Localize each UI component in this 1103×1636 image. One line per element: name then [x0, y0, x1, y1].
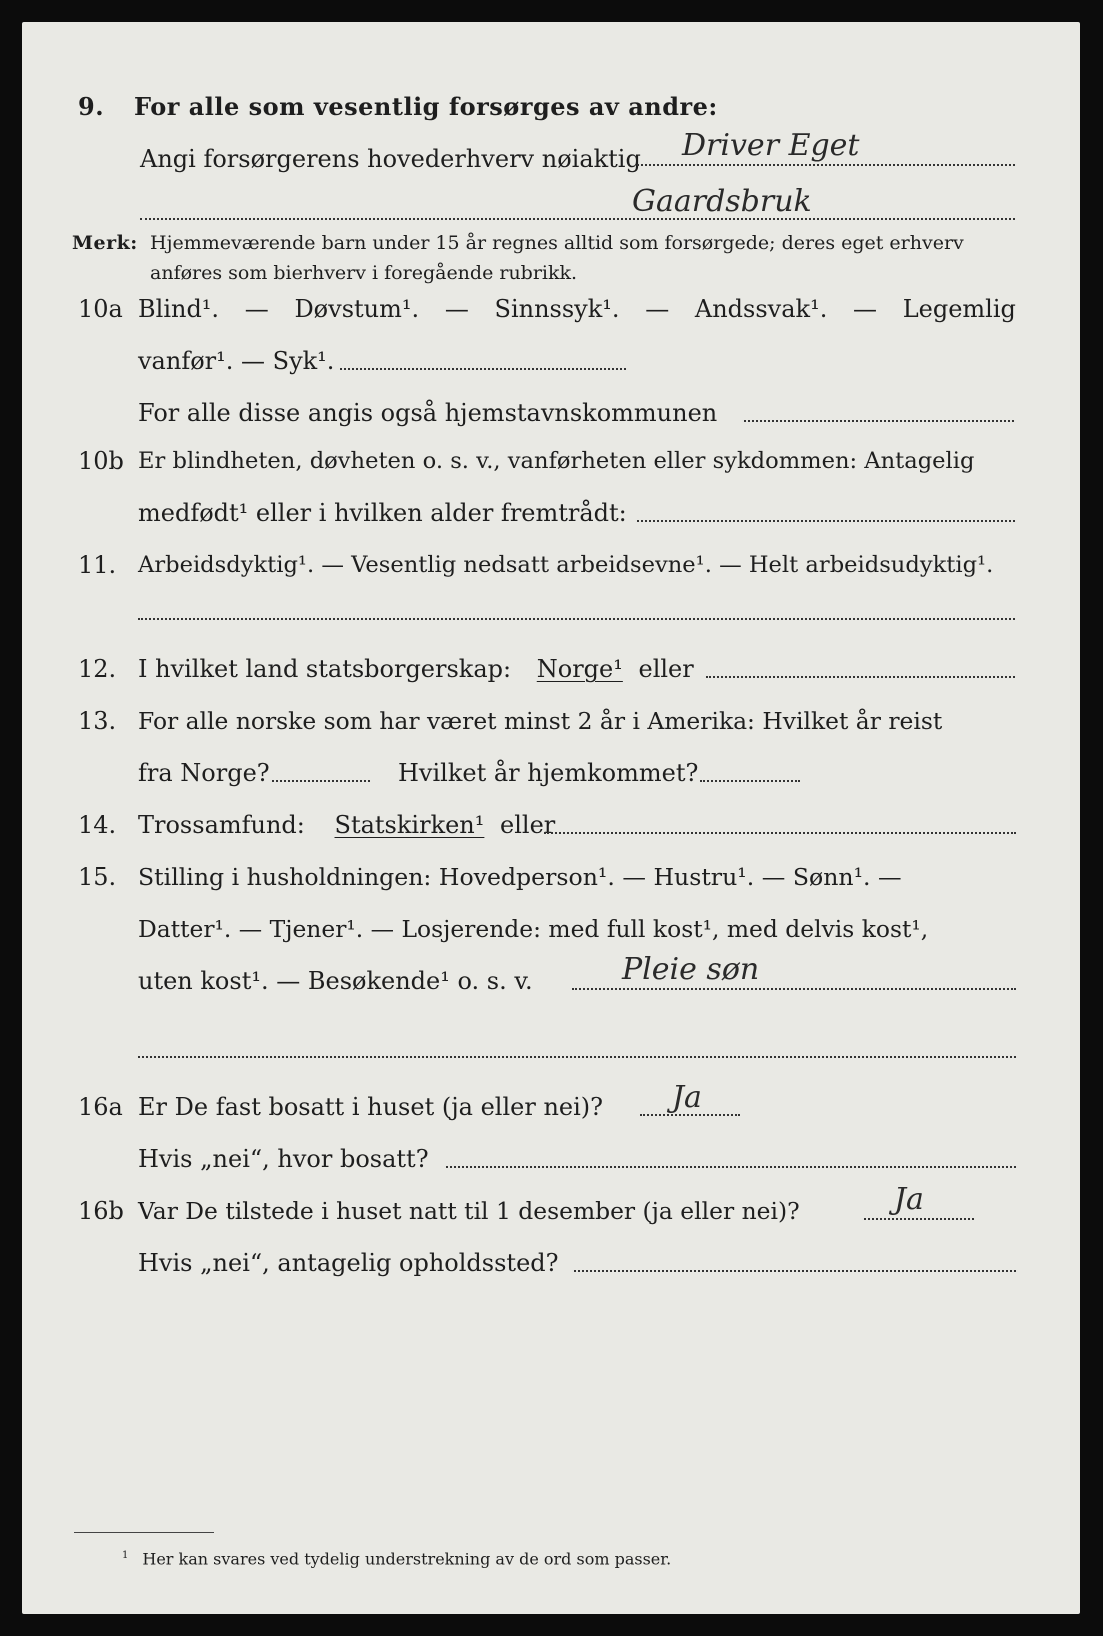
- option-andssvak: Andssvak¹.: [694, 295, 828, 323]
- q15-line-3: uten kost¹. — Besøkende¹ o. s. v.: [138, 967, 533, 995]
- q12-answer-line: [706, 676, 1015, 678]
- q15-answer-line-1: [572, 988, 1016, 990]
- q10a-line-3: For alle disse angis også hjemstavnskommunen: [138, 399, 718, 427]
- option-sinnssyk: Sinnssyk¹.: [494, 295, 620, 323]
- footnote-mark: 1: [122, 1550, 129, 1561]
- q12-norge-underlined: Norge¹: [536, 655, 623, 683]
- q9-answer-line-2: [140, 218, 1015, 220]
- q10b-line-2: medfødt¹ eller i hvilken alder fremtrådt:: [138, 499, 627, 527]
- q10b-number: 10b: [78, 447, 124, 475]
- q16a-answer-line-2: [446, 1166, 1016, 1168]
- q10a-number: 10a: [78, 295, 123, 323]
- merk-label: Merk:: [72, 232, 138, 254]
- q16b-line-2: Hvis „nei“, antagelig opholdssted?: [138, 1249, 559, 1277]
- q12-eller: eller: [638, 655, 694, 683]
- q9-question: Angi forsørgerens hovederhverv nøiaktig: [140, 145, 641, 173]
- q16b-handwritten-answer: Ja: [894, 1182, 924, 1217]
- q16a-line-2: Hvis „nei“, hvor bosatt?: [138, 1145, 429, 1173]
- q16b-answer-line-2: [574, 1270, 1016, 1272]
- q12-number: 12.: [78, 655, 117, 683]
- dash: —: [853, 295, 878, 323]
- q13-answer-line-1: [272, 780, 370, 782]
- option-blind: Blind¹.: [138, 295, 220, 323]
- q9-number: 9.: [78, 92, 105, 121]
- census-form-page: [22, 22, 1080, 1614]
- q12-line: [138, 654, 694, 684]
- q15-handwritten-position: Pleie søn: [622, 952, 760, 987]
- q15-number: 15.: [78, 863, 117, 891]
- q14-eller: eller: [500, 811, 556, 839]
- q10b-line-1: Er blindheten, døvheten o. s. v., vanførheten eller sykdommen: Antagelig: [138, 448, 975, 474]
- q13-line-2a: fra Norge?: [138, 759, 270, 787]
- q15-line-2: Datter¹. — Tjener¹. — Losjerende: med full kost¹, med delvis kost¹,: [138, 915, 929, 943]
- q14-statskirken-underlined: Statskirken¹: [334, 811, 485, 839]
- dash: —: [244, 295, 269, 323]
- q12-question: I hvilket land statsborgerskap:: [138, 655, 512, 683]
- footnote-text: Her kan svares ved tydelig understrekning av de ord som passer.: [142, 1549, 672, 1569]
- q9-handwritten-occupation-1: Driver Eget: [682, 128, 860, 163]
- q13-line-2b: Hvilket år hjemkommet?: [398, 759, 699, 787]
- q10a-line-1: [138, 294, 1016, 324]
- dash: —: [444, 295, 469, 323]
- q11-line-1: Arbeidsdyktig¹. — Vesentlig nedsatt arbeidsevne¹. — Helt arbeidsudyktig¹.: [138, 552, 994, 578]
- q10a-answer-line-1: [340, 368, 626, 370]
- q15-line-1: Stilling i husholdningen: Hovedperson¹. — Hustru¹. — Sønn¹. —: [138, 863, 902, 891]
- q16b-number: 16b: [78, 1197, 124, 1225]
- q10b-answer-line: [637, 520, 1015, 522]
- q16b-answer-line-1: [864, 1218, 974, 1220]
- dash: —: [645, 295, 670, 323]
- q9-handwritten-occupation-2: Gaardsbruk: [632, 184, 812, 219]
- q9-answer-line-1: [637, 164, 1015, 166]
- q14-line: [138, 810, 555, 840]
- q11-number: 11.: [78, 551, 117, 579]
- q16b-line-1: Var De tilstede i huset natt til 1 desember (ja eller nei)?: [138, 1197, 800, 1225]
- q14-number: 14.: [78, 811, 117, 839]
- q13-answer-line-2: [700, 780, 800, 782]
- merk-text-1: Hjemmeværende barn under 15 år regnes alltid som forsørgede; deres eget erhverv: [150, 232, 964, 254]
- q13-line-1: For alle norske som har været minst 2 år i Amerika: Hvilket år reist: [138, 707, 943, 735]
- q10a-line-2: vanfør¹. — Syk¹.: [138, 347, 335, 375]
- q16a-number: 16a: [78, 1093, 123, 1121]
- q11-answer-line: [138, 618, 1015, 620]
- q16a-handwritten-answer: Ja: [672, 1080, 702, 1115]
- q13-number: 13.: [78, 707, 117, 735]
- q15-answer-line-2: [138, 1056, 1016, 1058]
- option-legemlig: Legemlig: [902, 295, 1016, 323]
- q9-title: For alle som vesentlig forsørges av andre:: [134, 92, 718, 121]
- q14-label: Trossamfund:: [138, 811, 305, 839]
- footnote: [122, 1545, 671, 1570]
- option-dovstum: Døvstum¹.: [294, 295, 420, 323]
- q16a-line-1: Er De fast bosatt i huset (ja eller nei)?: [138, 1093, 604, 1121]
- q10a-answer-line-2: [744, 420, 1014, 422]
- q14-answer-line: [544, 832, 1016, 834]
- footnote-rule: [74, 1532, 214, 1533]
- merk-text-2: anføres som bierhverv i foregående rubrikk.: [150, 262, 578, 284]
